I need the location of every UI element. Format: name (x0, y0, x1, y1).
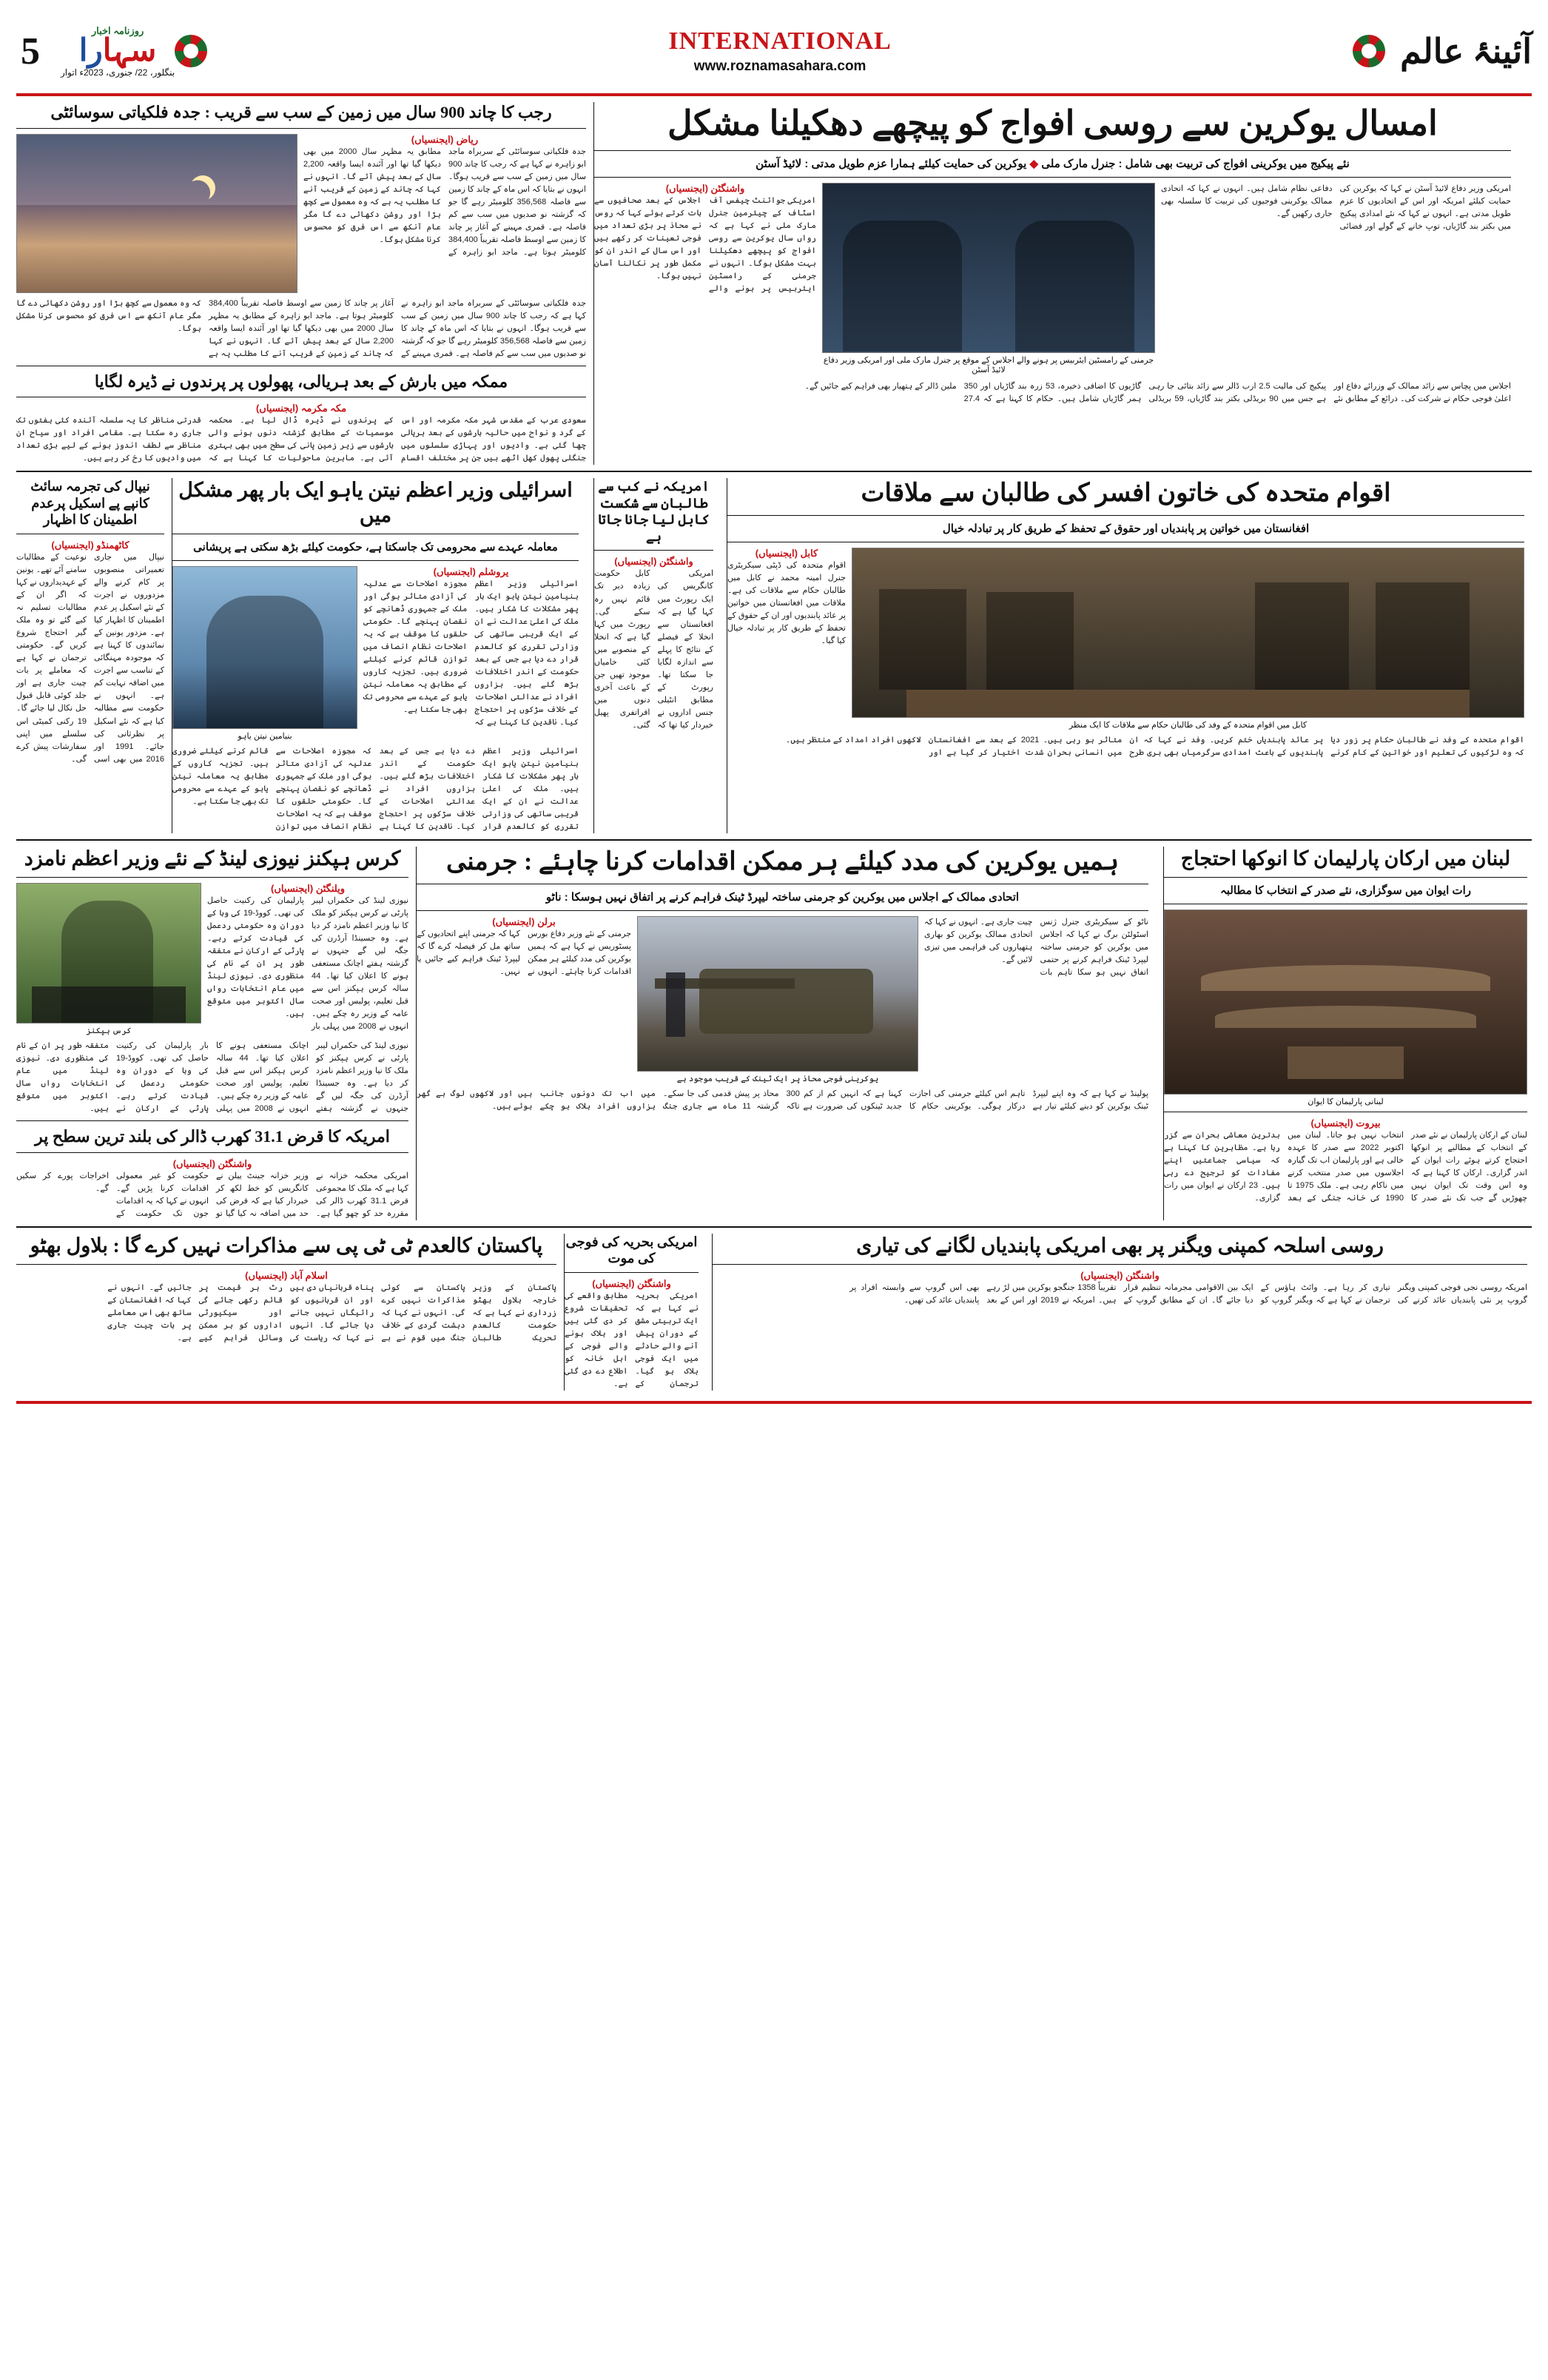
masthead-urdu-title: آئینۂ عالم (1400, 33, 1532, 70)
page-number: 5 (21, 30, 40, 73)
netanyahu-photo-caption: بنیامین نیتن یاہو (238, 731, 292, 741)
column-us-air (564, 1234, 704, 1391)
microphones-cluster (32, 986, 186, 1023)
lebanon-subhead: رات ایوان میں سوگزاری، نئے صدر کے انتخاب کا مطالبہ (1219, 884, 1472, 897)
masthead-left (16, 26, 175, 77)
nz-dateline: ویلنگٹن (ایجنسیاں) (271, 883, 345, 894)
us-debt-headline: امریکہ کا قرض 31.1 کھرب ڈالر کی بلند ترین سطح پر (35, 1127, 390, 1146)
ttp-dateline: اسلام آباد (ایجنسیاں) (245, 1269, 328, 1281)
lebanon-dateline: بیروت (ایجنسیاں) (1310, 1117, 1381, 1129)
taliban-un-headline: اقوام متحدہ کی خاتون افسر کی طالبان سے ملاقات (861, 480, 1391, 508)
delegate-figure-1 (879, 589, 966, 690)
taliban-small-dateline: واشنگٹن (ایجنسیاں) (614, 556, 693, 568)
masthead-center (207, 27, 1353, 75)
zone-middle (16, 478, 1532, 833)
birds-body: سعودی عرب کے مقدس شہر مکہ مکرمہ اور اس کے گرد و نواح میں حالیہ بارشوں کے بعد ہریالی چھا گئی ہے۔ وادیوں اور پہاڑی سلسلوں میں جنگلی پھول کھل اٹھے ہیں جن پر مختلف اقسام کے پرندوں نے ڈیرہ ڈال لیا ہے۔ محکمہ موسمیات کے مطابق گزشتہ دنوں ہونے والی بارشوں سے زیر زمین پانی کی سطح میں بھی بہتری آئی ہے۔ ماہرین ماحولیات کا کہنا ہے کہ قدرتی مناظر کا یہ سلسلہ آئندہ کئی ہفتوں تک جاری رہ سکتا ہے۔ مقامی افراد اور سیاح ان مناظر سے لطف اندوز ہونے کے لیے بڑی تعداد میں وادیوں کا رخ کر رہے ہیں۔ (16, 416, 586, 463)
rosette-right-group (1353, 35, 1385, 67)
germany-photo-caption: یوکرینی فوجی محاذ پر ایک ٹینک کے قریب موجود ہے (676, 1074, 879, 1083)
germany-body-2: ناٹو کے سیکریٹری جنرل ژنس اسٹولٹن برگ نے کہا کہ اجلاس میں یوکرین کو جرمنی ساختہ لیپرڈ ٹینک فراہم کرنے پر حتمی اتفاق نہیں ہو سکا تاہم بات چیت جاری ہے۔ انہوں نے کہا کہ اتحادی ممالک یوکرین کو بھاری ہتھیاروں کی فراہمی میں تیزی لائیں گے۔ (924, 917, 1148, 977)
column-ukraine-main (593, 102, 1518, 465)
column-lebanon (1163, 847, 1532, 1220)
germany-body-1: جرمنی کے نئے وزیر دفاع بورس پسٹوریس نے کہا ہے کہ ہمیں یوکرین کی مدد کیلئے ہر ممکن اقدامات کرنا چاہئے۔ انہوں نے کہا کہ جرمنی اپنے اتحادیوں کے ساتھ مل کر فیصلہ کرے گا کہ لیپرڈ ٹینک فراہم کیے جائیں یا نہیں۔ (417, 929, 631, 976)
diamond-icon: ◆ (1026, 157, 1039, 170)
footer-rule (16, 1401, 1532, 1404)
parliament-gallery (1201, 965, 1490, 991)
russia-sanctions-headline: روسی اسلحہ کمپنی ویگنر پر بھی امریکی پابندیاں لگانے کی تیاری (856, 1234, 1384, 1257)
taliban-un-subhead: افغانستان میں خواتین پر پابندیاں اور حقوق کے تحفظ کے طریق کار پر تبادلہ خیال (942, 522, 1310, 535)
ukraine-subhead-left: نئے پیکیج میں یوکرینی افواج کی تربیت بھی شامل : جنرل مارک ملی (1041, 157, 1350, 170)
moon-body: جدہ فلکیاتی سوسائٹی کے سربراہ ماجد ابو زاہرہ نے کہا ہے کہ رجب کا چاند 900 سال میں زمین کے سب سے قریب ہوگا۔ انہوں نے بتایا کہ اس ماہ کے چاند کا زمین سے فاصلہ 356,568 کلومیٹر رہے گا جو کہ گزشتہ نو صدیوں میں سب سے کم فاصلہ ہے۔ قمری مہینے کے آغاز پر چاند کا زمین سے اوسط فاصلہ تقریباً 384,400 کلومیٹر ہوتا ہے۔ ماجد ابو زاہرہ کے مطابق یہ مظہر سال 2000 میں بھی دیکھا گیا تھا اور آئندہ ایسا واقعہ 2,200 سال کے بعد پیش آئے گا۔ انہوں نے کہا کہ چاند کے زمین کے قریب آنے کا مطلب یہ ہے کہ وہ معمول سے کچھ بڑا اور روشن دکھائی دے گا مگر عام آنکھ سے اس فرق کو محسوس کرنا مشکل ہوگا۔ (303, 147, 586, 257)
logo-main-part1: سہا (102, 33, 157, 68)
israel-dateline: یروشلم (ایجنسیاں) (433, 565, 509, 577)
nz-photo-caption: کرس ہپکنز (86, 1026, 132, 1035)
germany-subhead: اتحادی ممالک کے اجلاس میں یوکرین کو جرمنی ساختہ لیپرڈ ٹینک فراہم کرنے پر اتفاق نہیں ہوسکا : ناٹو (545, 890, 1020, 904)
rosette-icon (175, 35, 207, 67)
column-taliban-un (727, 478, 1532, 833)
us-debt-body: امریکی محکمہ خزانہ نے کہا ہے کہ ملک کا مجموعی قرض 31.1 کھرب ڈالر کی مقررہ حد کو چھو گیا ہے۔ وزیر خزانہ جینٹ ییلن نے کانگریس کو خط لکھ کر خبردار کیا ہے کہ قرض کی حد میں اضافہ نہ کیا گیا تو حکومت کو غیر معمولی اقدامات کرنا پڑیں گے۔ انہوں نے کہا کہ یہ اقدامات جون تک حکومت کے اخراجات پورے کر سکیں گے۔ (16, 1171, 408, 1218)
moon-headline: رجب کا چاند 900 سال میں زمین کے سب سے قریب : جدہ فلکیاتی سوسائٹی (50, 103, 552, 121)
netanyahu-figure (206, 596, 324, 728)
column-russia-sanctions (712, 1234, 1532, 1391)
ukraine-body-1: امریکی جوائنٹ چیفس آف اسٹاف کے چیئرمین جنرل مارک ملی نے کہا ہے کہ رواں سال یوکرین سے روسی افواج کو پیچھے دھکیلنا بہت مشکل ہوگا۔ انہوں نے جرمنی کے رامسٹین ایئربیس پر ہونے والے اجلاس کے بعد صحافیوں سے بات کرتے ہوئے کہا کہ روس نے محاذ پر بڑی تعداد میں فوجی تعینات کر رکھے ہیں اور اس سال کے اندر ان کو مکمل طور پر نکالنا آسان نہیں ہوگا۔ (594, 195, 816, 293)
taliban-official-figure-2 (1376, 582, 1470, 690)
birds-dateline: مکہ مکرمہ (ایجنسیاں) (255, 403, 347, 414)
logo-top-text: روزنامہ اخبار (91, 24, 144, 36)
us-air-dateline: واشنگٹن (ایجنسیاں) (592, 1277, 671, 1289)
moon-sky-gradient (17, 135, 297, 206)
nz-body-continued: نیوزی لینڈ کی حکمراں لیبر پارٹی نے کرس ہپکنز کو ملک کا نیا وزیر اعظم نامزد کر دیا ہے۔ وہ جسینڈا آرڈرن کی جگہ لیں گے جنہوں نے گزشتہ ہفتے اچانک مستعفی ہونے کا اعلان کیا تھا۔ 44 سالہ کرس ہپکنز اس سے قبل تعلیم، پولیس اور صحت عامہ کے وزیر رہ چکے ہیں۔ انہوں نے 2008 میں پہلی بار پارلیمان کی رکنیت حاصل کی تھی۔ کووڈ-19 کی وبا کے دوران وہ حکومتی ردعمل کی قیادت کرتے رہے۔ پارٹی کے ارکان نے متفقہ طور پر ان کے نام کی منظوری دی۔ نیوزی لینڈ میں عام انتخابات رواں سال اکتوبر میں متوقع ہیں۔ (16, 1041, 408, 1114)
russia-sanctions-dateline: واشنگٹن (ایجنسیاں) (1080, 1269, 1160, 1281)
section-title: INTERNATIONAL (668, 27, 892, 55)
nepal-body: نیپال میں جاری تعمیراتی منصوبوں پر کام کرنے والے مزدوروں نے اجرت کے نئے اسکیل پر عدم اطمینان کا اظہار کیا ہے۔ مزدور یونین کے نمائندوں کا کہنا ہے کہ موجودہ مہنگائی کے تناسب سے اجرت میں اضافہ نہایت کم ہے۔ انہوں نے حکومت سے مطالبہ کیا ہے کہ نئے اسکیل پر نظرثانی کی جائے۔ 1991 اور 2016 میں بھی اسی نوعیت کے مطالبات سامنے آئے تھے۔ یونین کے عہدیداروں نے کہا کہ اگر ان کے مطالبات تسلیم نہ کیے گئے تو وہ ملک گیر احتجاج شروع کریں گے۔ حکومتی ترجمان نے کہا ہے کہ معاملے پر بات چیت جاری ہے اور جلد کوئی قابل قبول حل نکال لیا جائے گا۔ 19 رکنی کمیٹی اس سلسلے میں اپنی سفارشات پیش کرے گی۔ (16, 552, 164, 764)
israel-headline: اسرائیلی وزیر اعظم نیتن یاہو ایک بار پھر مشکل میں (178, 479, 573, 527)
conference-table (906, 690, 1470, 716)
lebanon-photo (1164, 910, 1527, 1095)
birds-headline: ممکہ میں بارش کے بعد ہریالی، پھولوں پر پرندوں نے ڈیرہ لگایا (94, 372, 508, 391)
lloyd-austin-figure (1015, 221, 1134, 352)
nepal-headline: نیپال کی تجرمہ سائٹ کانپے پے اسکیل پرعدم اطمینان کا اظہار (30, 479, 150, 528)
newspaper-logo (61, 26, 175, 77)
us-debt-dateline: واشنگٹن (ایجنسیاں) (172, 1157, 252, 1169)
general-milley-figure (843, 221, 962, 352)
nz-headline: کرس ہپکنز نیوزی لینڈ کے نئے وزیر اعظم نامزد (24, 847, 401, 870)
nepal-dateline: کاٹھمنڈو (ایجنسیاں) (51, 539, 129, 551)
parliament-benches (1215, 1006, 1475, 1028)
issue-date: بنگلور، 22/ جنوری، 2023ء اتوار (61, 67, 175, 78)
taliban-un-photo-caption: کابل میں اقوام متحدہ کے وفد کی طالبان حکام سے ملاقات کا ایک منظر (1069, 720, 1308, 730)
zone-lower (16, 847, 1532, 1220)
rosette-left-group (175, 35, 207, 67)
ukraine-body-2: امریکی وزیر دفاع لائیڈ آسٹن نے کہا کہ یوکرین کی حمایت کیلئے امریکہ اور اس کے اتحادیوں کا عزم طویل مدتی ہے۔ انہوں نے کہا کہ نئے امدادی پیکیج میں بکتر بند گاڑیاں، توپ خانے کے گولے اور فضائی دفاعی نظام شامل ہیں۔ انہوں نے کہا کہ اتحادی ممالک یوکرینی فوجیوں کی تربیت کا سلسلہ بھی جاری رکھیں گے۔ (1161, 184, 1511, 231)
column-nz (16, 847, 408, 1220)
logo-main-part2: را (78, 33, 103, 68)
nz-photo (16, 883, 201, 1023)
ukraine-photo-caption: جرمنی کے رامسٹین ایئربیس پر ہونے والے اجلاس کے موقع پر جنرل مارک ملی اور امریکی وزیر دفاع لائیڈ آسٹن (823, 355, 1154, 374)
website-url[interactable]: www.roznamasahara.com (693, 58, 866, 74)
logo-main-text (61, 33, 175, 68)
zone-top (16, 102, 1532, 465)
germany-dateline: برلن (ایجنسیاں) (492, 915, 556, 927)
column-nepal (16, 478, 164, 833)
soldier-figure (666, 972, 685, 1037)
rosette-icon (1353, 35, 1385, 67)
nz-body: نیوزی لینڈ کی حکمراں لیبر پارٹی نے کرس ہپکنز کو ملک کا نیا وزیر اعظم نامزد کر دیا ہے۔ وہ جسینڈا آرڈرن کی جگہ لیں گے جنہوں نے گزشتہ ہفتے اچانک مستعفی ہونے کا اعلان کیا تھا۔ 44 سالہ کرس ہپکنز اس سے قبل تعلیم، پولیس اور صحت عامہ کے وزیر رہ چکے ہیں۔ انہوں نے 2008 میں پہلی بار پارلیمان کی رکنیت حاصل کی تھی۔ کووڈ-19 کی وبا کے دوران وہ حکومتی ردعمل کی قیادت کرتے رہے۔ پارٹی کے ارکان نے متفقہ طور پر ان کے نام کی منظوری دی۔ نیوزی لینڈ میں عام انتخابات رواں سال اکتوبر میں متوقع ہیں۔ (207, 896, 408, 1032)
us-air-headline: امریکی بحریہ کی فوجی کی موت (565, 1234, 698, 1266)
lebanon-photo-caption: لبنانی پارلیمان کا ایوان (1308, 1097, 1384, 1106)
us-air-body: امریکی بحریہ نے کہا ہے کہ ایک تربیتی مشق کے دوران پیش آنے والے حادثے میں ایک فوجی ہلاک ہو گیا۔ ترجمان کے مطابق واقعے کی تحقیقات شروع کر دی گئی ہیں اور ہلاک ہونے والے فوجی کے اہل خانہ کو اطلاع دے دی گئی ہے۔ (565, 1291, 699, 1389)
israel-body: اسرائیلی وزیر اعظم بنیامین نیتن یاہو ایک بار پھر مشکلات کا شکار ہیں۔ ملک کی اعلیٰ عدالت نے ان کے ایک قریبی ساتھی کی وزارتی تقرری کو کالعدم قرار دے دیا ہے جس کے بعد حکومت کے اندر اختلافات بڑھ گئے ہیں۔ ہزاروں افراد نے عدالتی اصلاحات کے خلاف سڑکوں پر احتجاج کیا۔ ناقدین کا کہنا ہے کہ مجوزہ اصلاحات سے عدلیہ کی آزادی متاثر ہوگی اور ملک کے جمہوری ڈھانچے کو نقصان پہنچے گا۔ حکومتی حلقوں کا موقف ہے کہ یہ اصلاحات نظام انصاف میں توازن قائم کرنے کیلئے ضروری ہیں۔ تجزیہ کاروں کے مطابق یہ معاملہ نیتن یاہو کے عہدے سے محرومی تک بھی جا سکتا ہے۔ (363, 579, 579, 727)
taliban-small-body: امریکی کانگریس کی ایک رپورٹ میں کہا گیا ہے کہ افغانستان سے انخلا کے فیصلے کے نتائج کا پہلے سے اندازہ لگایا جا سکتا تھا۔ رپورٹ کے مطابق انٹیلی جنس اداروں نے خبردار کیا تھا کہ کابل حکومت زیادہ دیر تک قائم نہیں رہ سکے گی۔ رپورٹ میں کہا گیا ہے کہ انخلا کے منصوبے میں کئی خامیاں موجود تھیں جن کے باعث آخری دنوں میں افراتفری پھیل گئی۔ (594, 569, 713, 730)
delegate-figure-2 (986, 592, 1074, 690)
column-moon (16, 102, 586, 465)
taliban-official-figure-1 (1255, 582, 1349, 690)
ttp-headline: پاکستان کالعدم ٹی ٹی پی سے مذاکرات نہیں کرے گا : بلاول بھٹو (30, 1234, 543, 1257)
ukraine-body-3: اجلاس میں پچاس سے زائد ممالک کے وزرائے دفاع اور اعلیٰ فوجی حکام نے شرکت کی۔ ذرائع کے مطابق نئے پیکیج کی مالیت 2.5 ارب ڈالر سے زائد بتائی جا رہی ہے جس میں 90 بریڈلی بکتر بند گاڑیاں، 59 بریڈلی گاڑیوں کا اضافی ذخیرہ، 53 زرہ بند گاڑیاں اور 350 ہمر گاڑیاں شامل ہیں۔ حکام کا کہنا ہے کہ 27.4 ملین ڈالر کے ہتھیار بھی فراہم کیے جائیں گے۔ (804, 381, 1511, 403)
taliban-un-body-2: اقوام متحدہ کے وفد نے طالبان حکام پر زور دیا کہ وہ لڑکیوں کی تعلیم اور خواتین کے کام کرنے پر عائد پابندیاں ختم کریں۔ وفد نے کہا کہ ان پابندیوں کے باعث امدادی سرگرمیاں بھی بری طرح متاثر ہو رہی ہیں۔ 2021 کے بعد سے افغانستان میں انسانی بحران شدت اختیار کر گیا ہے اور لاکھوں افراد امداد کے منتظر ہیں۔ (785, 735, 1524, 757)
column-israel (172, 478, 586, 833)
ukraine-dateline: واشنگٹن (ایجنسیاں) (665, 182, 745, 194)
moon-body-continued: جدہ فلکیاتی سوسائٹی کے سربراہ ماجد ابو زاہرہ نے کہا ہے کہ رجب کا چاند 900 سال میں زمین کے سب سے قریب ہوگا۔ انہوں نے بتایا کہ اس ماہ کے چاند کا زمین سے فاصلہ 356,568 کلومیٹر رہے گا جو کہ گزشتہ نو صدیوں میں سب سے کم فاصلہ ہے۔ قمری مہینے کے آغاز پر چاند کا زمین سے اوسط فاصلہ تقریباً 384,400 کلومیٹر ہوتا ہے۔ ماجد ابو زاہرہ کے مطابق یہ مظہر سال 2000 میں بھی دیکھا گیا تھا اور آئندہ ایسا واقعہ 2,200 سال کے بعد پیش آئے گا۔ انہوں نے کہا کہ چاند کے زمین کے قریب آنے کا مطلب یہ ہے کہ وہ معمول سے کچھ بڑا اور روشن دکھائی دے گا مگر عام آنکھ سے اس فرق کو محسوس کرنا مشکل ہوگا۔ (16, 298, 586, 358)
taliban-un-photo (852, 548, 1524, 718)
column-germany (416, 847, 1156, 1220)
ukraine-photo (822, 183, 1155, 353)
israel-subhead: معاملہ عہدے سے محرومی تک جاسکتا ہے، حکومت کیلئے بڑھ سکتی ہے پریشانی (193, 540, 558, 554)
lebanon-headline: لبنان میں ارکان پارلیمان کا انوکھا احتجاج (1180, 847, 1511, 870)
masthead (16, 13, 1532, 96)
germany-tank-photo (637, 916, 918, 1072)
taliban-small-headline: امریکہ نے کب سے طالبان سے شکست کابل لیا جانا جاتا ہے (598, 479, 710, 544)
lebanon-body: لبنان کے ارکان پارلیمان نے نئے صدر کے انتخاب کے مطالبے پر انوکھا احتجاج کرتے ہوئے رات ایوان کے اندر گزاری۔ ارکان کا کہنا ہے کہ وہ اس وقت تک ایوان نہیں چھوڑیں گے جب تک نئے صدر کا انتخاب نہیں ہو جاتا۔ لبنان میں اکتوبر 2022 سے صدر کا عہدہ خالی ہے اور پارلیمان اب تک گیارہ اجلاسوں میں صدر منتخب کرنے میں ناکام رہی ہے۔ ملک 1975 تا 1990 کی خانہ جنگی کے بعد بدترین معاشی بحران سے گزر رہا ہے۔ مظاہرین کا کہنا ہے کہ سیاسی جماعتیں اپنے مفادات کو ترجیح دے رہی ہیں۔ 23 ارکان نے ایوان میں رات گزاری۔ (1164, 1131, 1527, 1203)
ukraine-subhead-right: یوکرین کی حمایت کیلئے ہمارا عزم طویل مدتی : لائیڈ آسٹن (756, 157, 1027, 170)
ttp-body: پاکستان کے وزیر خارجہ بلاول بھٹو زرداری نے کہا ہے کہ حکومت کالعدم تحریک طالبان پاکستان سے کوئی مذاکرات نہیں کرے گی۔ انہوں نے کہا کہ دہشت گردی کے خلاف جنگ میں قوم نے بے پناہ قربانیاں دی ہیں اور ان قربانیوں کو رائیگاں نہیں جانے دیا جائے گا۔ انہوں نے کہا کہ ریاست کی رٹ ہر قیمت پر قائم رکھی جائے گی اور سیکیورٹی اداروں کو ہر ممکن وسائل فراہم کیے جائیں گے۔ انہوں نے کہا کہ افغانستان کے ساتھ بھی اس معاملے پر بات چیت جاری ہے۔ (107, 1283, 556, 1342)
moon-photo (16, 134, 297, 293)
israel-body-continued: اسرائیلی وزیر اعظم بنیامین نیتن یاہو ایک بار پھر مشکلات کا شکار ہیں۔ ملک کی اعلیٰ عدالت نے ان کے ایک قریبی ساتھی کی وزارتی تقرری کو کالعدم قرار دے دیا ہے جس کے بعد حکومت کے اندر اختلافات بڑھ گئے ہیں۔ ہزاروں افراد نے عدالتی اصلاحات کے خلاف سڑکوں پر احتجاج کیا۔ ناقدین کا کہنا ہے کہ مجوزہ اصلاحات سے عدلیہ کی آزادی متاثر ہوگی اور ملک کے جمہوری ڈھانچے کو نقصان پہنچے گا۔ حکومتی حلقوں کا موقف ہے کہ یہ اصلاحات نظام انصاف میں توازن قائم کرنے کیلئے ضروری ہیں۔ تجزیہ کاروں کے مطابق یہ معاملہ نیتن یاہو کے عہدے سے محرومی تک بھی جا سکتا ہے۔ (172, 746, 579, 832)
taliban-un-body-1: اقوام متحدہ کی ڈپٹی سیکریٹری جنرل امینہ محمد نے کابل میں طالبان حکام سے ملاقات کی ہے۔ ملاقات میں افغانستان میں خواتین پر عائد پابندیوں اور ان کے حقوق کے تحفظ کے طریق کار پر تبادلہ خیال کیا گیا۔ (727, 560, 846, 646)
germany-body-3: پولینڈ نے کہا ہے کہ وہ اپنے لیپرڈ ٹینک یوکرین کو دینے کیلئے تیار ہے تاہم اس کیلئے جرمنی کی اجازت درکار ہوگی۔ یوکرینی حکام کا کہنا ہے کہ انہیں کم از کم 300 جدید ٹینکوں کی ضرورت ہے تاکہ محاذ پر پیش قدمی کی جا سکے۔ گزشتہ 11 ماہ سے جاری جنگ میں اب تک دونوں جانب ہزاروں افراد ہلاک ہو چکے ہیں اور لاکھوں لوگ بے گھر ہوئے ہیں۔ (417, 1089, 1148, 1111)
ukraine-headline: امسال یوکرین سے روسی افواج کو پیچھے دھکیلنا مشکل (667, 104, 1438, 142)
ukraine-subheads (594, 156, 1511, 172)
netanyahu-photo (172, 566, 357, 729)
taliban-un-dateline: کابل (ایجنسیاں) (755, 547, 818, 559)
germany-headline: ہمیں یوکرین کی مدد کیلئے ہر ممکن اقدامات کرنا چاہئے : جرمنی (445, 848, 1120, 876)
russia-sanctions-body: امریکہ روسی نجی فوجی کمپنی ویگنر گروپ پر نئی پابندیاں عائد کرنے کی تیاری کر رہا ہے۔ وائٹ ہاؤس کے ترجمان نے کہا ہے کہ ویگنر گروپ کو ایک بین الاقوامی مجرمانہ تنظیم قرار دیا جائے گا۔ ان کے مطابق گروپ کے تقریباً 1358 جنگجو یوکرین میں لڑ رہے ہیں۔ امریکہ نے 2019 اور اس کے بعد بھی اس گروپ سے وابستہ افراد پر پابندیاں عائد کی تھیں۔ (849, 1283, 1527, 1305)
column-ttp (16, 1234, 556, 1391)
speaker-podium (1288, 1046, 1403, 1080)
zone-bottom (16, 1234, 1532, 1391)
moon-dateline: ریاض (ایجنسیاں) (411, 133, 479, 145)
column-taliban-small (593, 478, 719, 833)
